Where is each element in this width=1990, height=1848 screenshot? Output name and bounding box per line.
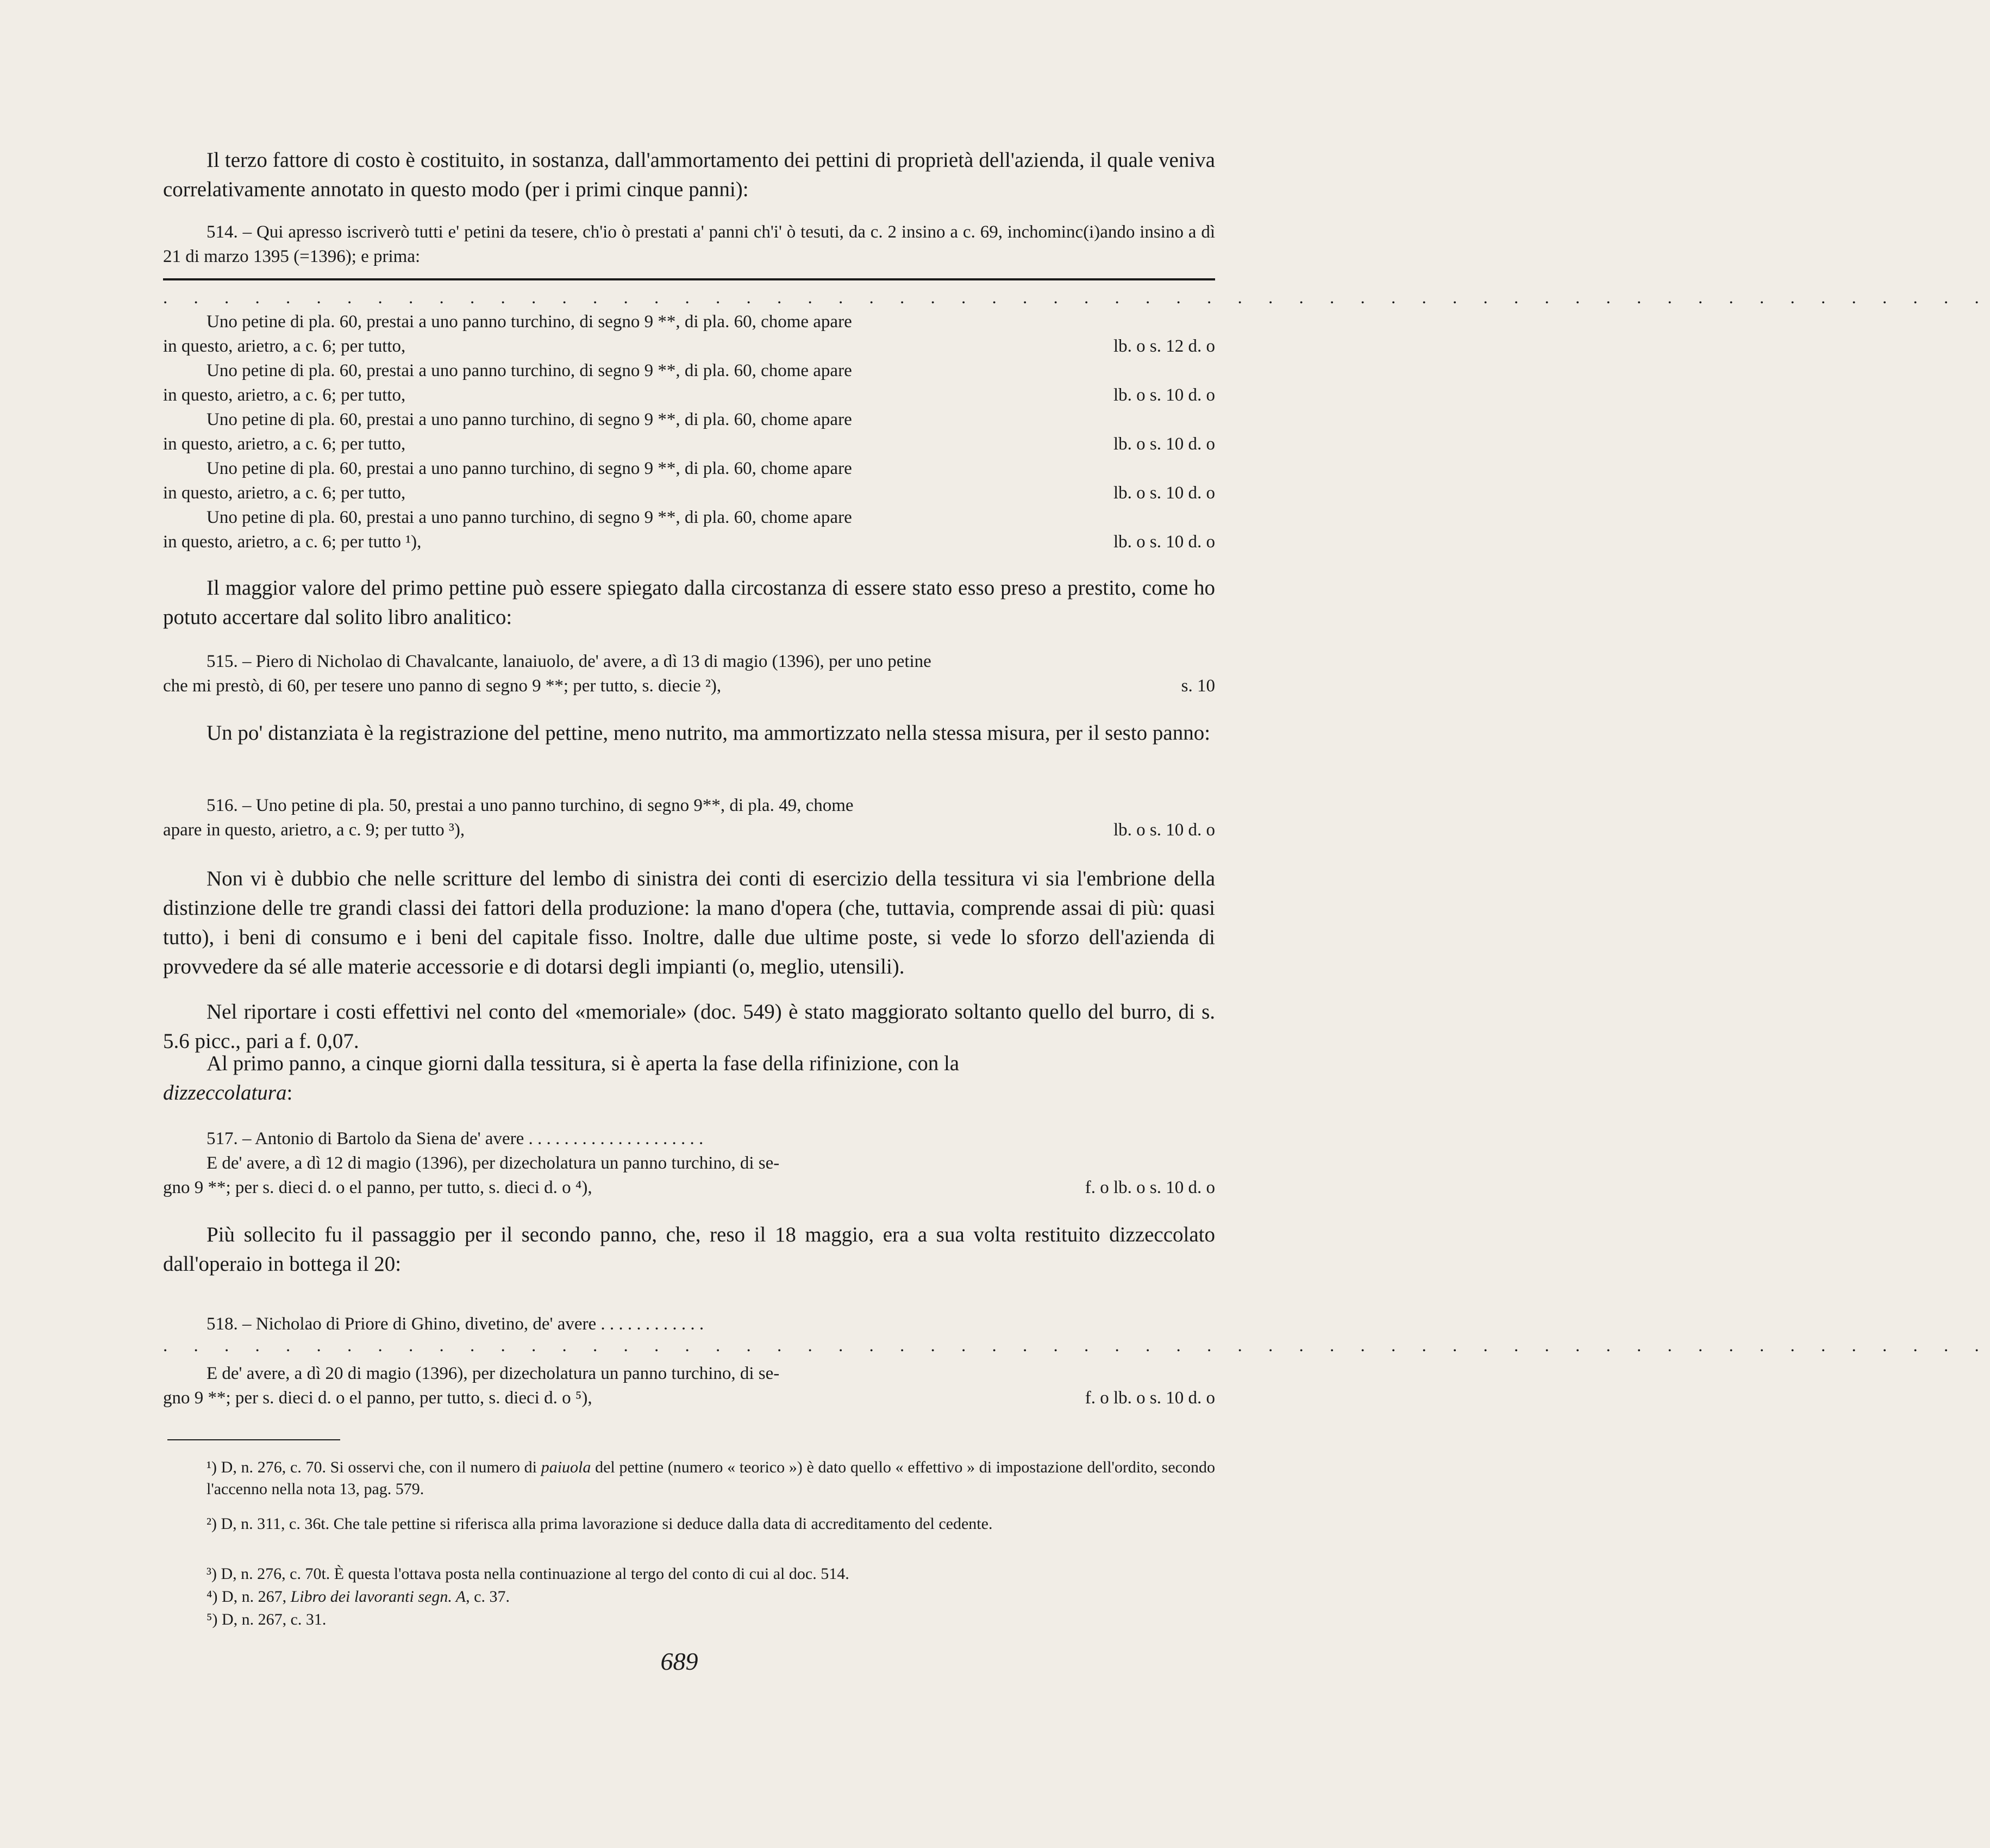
footnote-4-rest: , c. 37. <box>466 1588 510 1606</box>
doc-516-amount: lb. o s. 10 d. o <box>1113 820 1215 840</box>
entry-line-1: Uno petine di pla. 60, prestai a uno panno turchino, di segno 9 **, di pla. 60, chome apare <box>206 410 852 429</box>
entry-line-1: Uno petine di pla. 60, prestai a uno panno turchino, di segno 9 **, di pla. 60, chome apare <box>206 508 852 527</box>
footnote-2: ²) D, n. 311, c. 36t. Che tale pettine si riferisca alla prima lavorazione si deduce dalla data di accreditamento del cedente. <box>206 1515 993 1533</box>
paragraph-4: Non vi è dubbio che nelle scritture del lembo di sinistra dei conti di esercizio della tessitura vi sia l'embrione della distinzione delle tre grandi classi dei fattori della produzione: la mano d'opera (che, tuttavia, comprende assai di più: quasi tutto), i beni di consumo e i beni del capitale fisso. Inoltre, dalle due ultime poste, si vede lo sforzo dell'azienda di provvedere da sé alle materie accessorie e di dotarsi degli impianti (o, meglio, utensili). <box>163 867 1215 978</box>
entry-amount: lb. o s. 10 d. o <box>1113 483 1215 503</box>
doc-515 <box>163 650 1215 698</box>
paragraph-6-italic: dizzeccolatura <box>163 1081 287 1104</box>
entry-line-1: Uno petine di pla. 60, prestai a uno panno turchino, di segno 9 **, di pla. 60, chome apare <box>206 312 852 332</box>
entry-line-2: in questo, arietro, a c. 6; per tutto, <box>163 483 406 503</box>
paragraph-6-text: Al primo panno, a cinque giorni dalla tessitura, si è aperta la fase della rifinizione, con la <box>206 1052 960 1075</box>
footnote-1-text: ¹) D, n. 276, c. 70. Si osservi che, con il numero di <box>206 1458 537 1476</box>
paragraph-intro: Il terzo fattore di costo è costituito, in sostanza, dall'ammortamento dei pettini di proprietà dell'azienda, il quale veniva correlativamente annotato in questo modo (per i primi cinque panni): <box>163 148 1215 201</box>
doc-515-amount: s. 10 <box>1181 676 1215 696</box>
entry-line-2: in questo, arietro, a c. 6; per tutto, <box>163 434 406 454</box>
entry-amount: lb. o s. 10 d. o <box>1113 434 1215 454</box>
doc-515-line-2: che mi prestò, di 60, per tesere uno panno di segno 9 **; per tutto, s. diecie ²), <box>163 676 722 696</box>
paragraph-6 <box>163 1049 1215 1108</box>
footnote-1-rest: del pettine (numero « teorico ») è dato quello « effettivo » di impostazione dell'ordito, secondo l'accenno nella nota 13, pag. 579. <box>206 1458 1215 1498</box>
paragraph-2: Il maggior valore del primo pettine può essere spiegato dalla circostanza di essere stato esso preso a prestito, come ho potuto accertare dal solito libro analitico: <box>163 576 1215 629</box>
doc-516-line-2: apare in questo, arietro, a c. 9; per tutto ³), <box>163 820 465 840</box>
footnote-1 <box>163 1457 1215 1500</box>
doc-517 <box>163 1151 1215 1200</box>
entry-line-1: Uno petine di pla. 60, prestai a uno panno turchino, di segno 9 **, di pla. 60, chome apare <box>206 459 852 478</box>
doc-518-line-1: E de' avere, a dì 20 di magio (1396), per dizecholatura un panno turchino, di se- <box>206 1364 780 1383</box>
paragraph-5: Nel riportare i costi effettivi nel conto del «memoriale» (doc. 549) è stato maggiorato soltanto quello del burro, di s. 5.6 picc., pari a f. 0,07. <box>163 1000 1215 1053</box>
doc-516-line-1: 516. – Uno petine di pla. 50, prestai a uno panno turchino, di segno 9**, di pla. 49, chome <box>206 796 854 815</box>
entry-line-2: in questo, arietro, a c. 6; per tutto ¹), <box>163 532 422 552</box>
doc-518-line-2: gno 9 **; per s. dieci d. o el panno, per tutto, s. dieci d. o ⁵), <box>163 1388 592 1408</box>
doc-516 <box>163 794 1215 842</box>
ledger-entry <box>163 408 1215 457</box>
ledger-entry <box>163 505 1215 554</box>
entry-amount: lb. o s. 10 d. o <box>1113 385 1215 405</box>
doc-518-amount: f. o lb. o s. 10 d. o <box>1085 1388 1215 1408</box>
doc-517-line-1: E de' avere, a dì 12 di magio (1396), per dizecholatura un panno turchino, di se- <box>206 1153 780 1173</box>
entry-amount: lb. o s. 10 d. o <box>1113 532 1215 552</box>
doc-517-amount: f. o lb. o s. 10 d. o <box>1085 1178 1215 1197</box>
footnote-4-text: ⁴) D, n. 267, <box>206 1588 287 1606</box>
doc-514-heading: 514. – Qui apresso iscriverò tutti e' petini da tesere, ch'io ò prestati a' panni ch'i' ò tesuti, da c. 2 insino a c. 69, inchominc(i)ando insino a dì 21 di marzo 1395 (=1396); e prima: <box>163 222 1215 266</box>
entry-line-1: Uno petine di pla. 60, prestai a uno panno turchino, di segno 9 **, di pla. 60, chome apare <box>206 361 852 380</box>
doc-515-line-1: 515. – Piero di Nicholao di Chavalcante, lanaiuolo, de' avere, a dì 13 di magio (1396), per uno petine <box>206 652 931 671</box>
entry-line-2: in questo, arietro, a c. 6; per tutto, <box>163 385 406 405</box>
footnote-4-italic: Libro dei lavoranti segn. A <box>290 1588 466 1606</box>
entry-line-2: in questo, arietro, a c. 6; per tutto, <box>163 336 406 356</box>
entry-amount: lb. o s. 12 d. o <box>1113 336 1215 356</box>
footnote-1-italic: paiuola <box>541 1458 591 1476</box>
paragraph-6-end: : <box>286 1081 293 1104</box>
doc-518-heading: 518. – Nicholao di Priore di Ghino, divetino, de' avere . . . . . . . . . . . . <box>206 1314 704 1334</box>
ledger-entry <box>163 310 1215 359</box>
dotted-leader: . . . . . . . . . . . . . . . . . . . . . . . . . . . . . . . . . . . . . . . . . . . . . . . . . . . . . . . . . . . . <box>163 1336 1990 1356</box>
footnote-5: ⁵) D, n. 267, c. 31. <box>206 1610 327 1628</box>
footnote-3: ³) D, n. 276, c. 70t. È questa l'ottava posta nella continuazione al tergo del conto di cui al doc. 514. <box>206 1565 849 1583</box>
heading-rule <box>163 278 1215 280</box>
paragraph-3: Un po' distanziata è la registrazione del pettine, meno nutrito, ma ammortizzato nella stessa misura, per il sesto panno: <box>206 721 1211 745</box>
footnote-rule <box>167 1439 340 1440</box>
page-number: 689 <box>660 1647 698 1675</box>
paragraph-7: Più sollecito fu il passaggio per il secondo panno, che, reso il 18 maggio, era a sua volta restituito dizzeccolato dall'operaio in bottega il 20: <box>163 1223 1215 1276</box>
ledger-entry <box>163 457 1215 505</box>
dotted-leader: . . . . . . . . . . . . . . . . . . . . . . . . . . . . . . . . . . . . . . . . . . . . . . . . . . . . . . . . . . . . <box>163 288 1990 308</box>
doc-517-line-2: gno 9 **; per s. dieci d. o el panno, per tutto, s. dieci d. o ⁴), <box>163 1178 592 1197</box>
doc-518 <box>163 1362 1215 1410</box>
footnote-4 <box>163 1586 1215 1608</box>
ledger-entry <box>163 359 1215 408</box>
doc-517-heading: 517. – Antonio di Bartolo da Siena de' avere . . . . . . . . . . . . . . . . . . . . <box>206 1129 704 1148</box>
